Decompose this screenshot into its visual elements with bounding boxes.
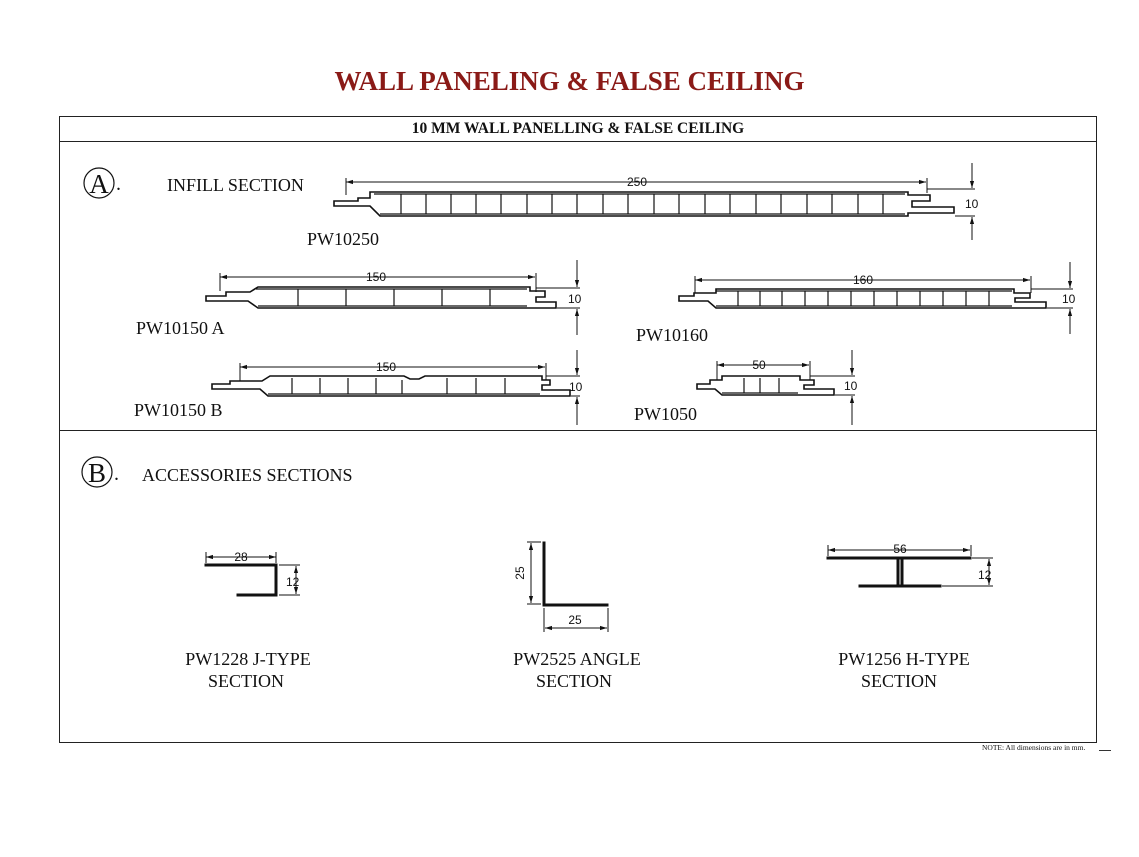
angle-profile — [544, 543, 607, 605]
j-type-code: PW1228 J-TYPE — [185, 649, 311, 669]
angle-section-label: SECTION — [536, 671, 612, 691]
h-type-dimension — [828, 545, 993, 586]
panel-pw1050-dimension — [717, 350, 855, 425]
section-b-dot: . — [114, 463, 119, 485]
panel-pw10160-code: PW10160 — [636, 325, 708, 345]
h-type-height-label: 12 — [978, 568, 992, 582]
panel-pw10250-profile — [334, 192, 954, 216]
frame-subtitle: 10 MM WALL PANELLING & FALSE CEILING — [60, 117, 1096, 142]
h-type-width-label: 56 — [893, 542, 907, 556]
section-a-title: INFILL SECTION — [167, 175, 304, 195]
panel-pw10150a-dimension — [220, 260, 580, 335]
j-type-profile — [206, 565, 276, 595]
panel-pw10150b-thickness-label: 10 — [569, 380, 583, 394]
j-type-width-label: 28 — [234, 550, 248, 564]
page-title: WALL PANELING & FALSE CEILING — [334, 66, 805, 96]
panel-pw10250-width-label: 250 — [626, 175, 648, 189]
panel-pw10150a-code: PW10150 A — [136, 318, 225, 338]
panel-pw10160-profile — [679, 289, 1046, 308]
dimensions-note: NOTE: All dimensions are in mm. — [982, 743, 1086, 752]
panel-pw10250-code: PW10250 — [307, 229, 379, 249]
h-type-section-label: SECTION — [861, 671, 937, 691]
panel-pw1050-code: PW1050 — [634, 404, 697, 424]
panel-pw10150b-code: PW10150 B — [134, 400, 223, 420]
panel-pw10160-width-label: 160 — [852, 273, 874, 287]
panel-pw10150a-width-label: 150 — [365, 270, 387, 284]
section-b-letter: B — [87, 458, 107, 488]
j-type-section-label: SECTION — [208, 671, 284, 691]
section-a-letter: A — [89, 169, 109, 199]
j-type-height-label: 12 — [286, 575, 300, 589]
panel-pw1050-profile — [697, 376, 834, 395]
note-dash — [1099, 750, 1111, 751]
angle-width-label: 25 — [568, 613, 582, 627]
panel-pw10250-thickness-label: 10 — [965, 197, 979, 211]
panel-pw1050-thickness-label: 10 — [844, 379, 858, 393]
panel-pw10150a-thickness-label: 10 — [568, 292, 582, 306]
section-b-title: ACCESSORIES SECTIONS — [142, 465, 353, 485]
panel-pw10250-dimension — [346, 163, 975, 240]
h-type-code: PW1256 H-TYPE — [838, 649, 970, 669]
panel-pw10150a-profile — [206, 287, 556, 308]
section-a-dot: . — [116, 173, 121, 195]
angle-height-label: 25 — [513, 566, 527, 580]
h-type-profile — [828, 558, 970, 586]
panel-pw10160-thickness-label: 10 — [1062, 292, 1076, 306]
panel-pw1050-width-label: 50 — [752, 358, 766, 372]
angle-code: PW2525 ANGLE — [513, 649, 641, 669]
panel-pw10150b-width-label: 150 — [375, 360, 397, 374]
panel-pw10150b-profile — [212, 376, 570, 396]
panel-pw10150b-dimension — [240, 350, 580, 425]
